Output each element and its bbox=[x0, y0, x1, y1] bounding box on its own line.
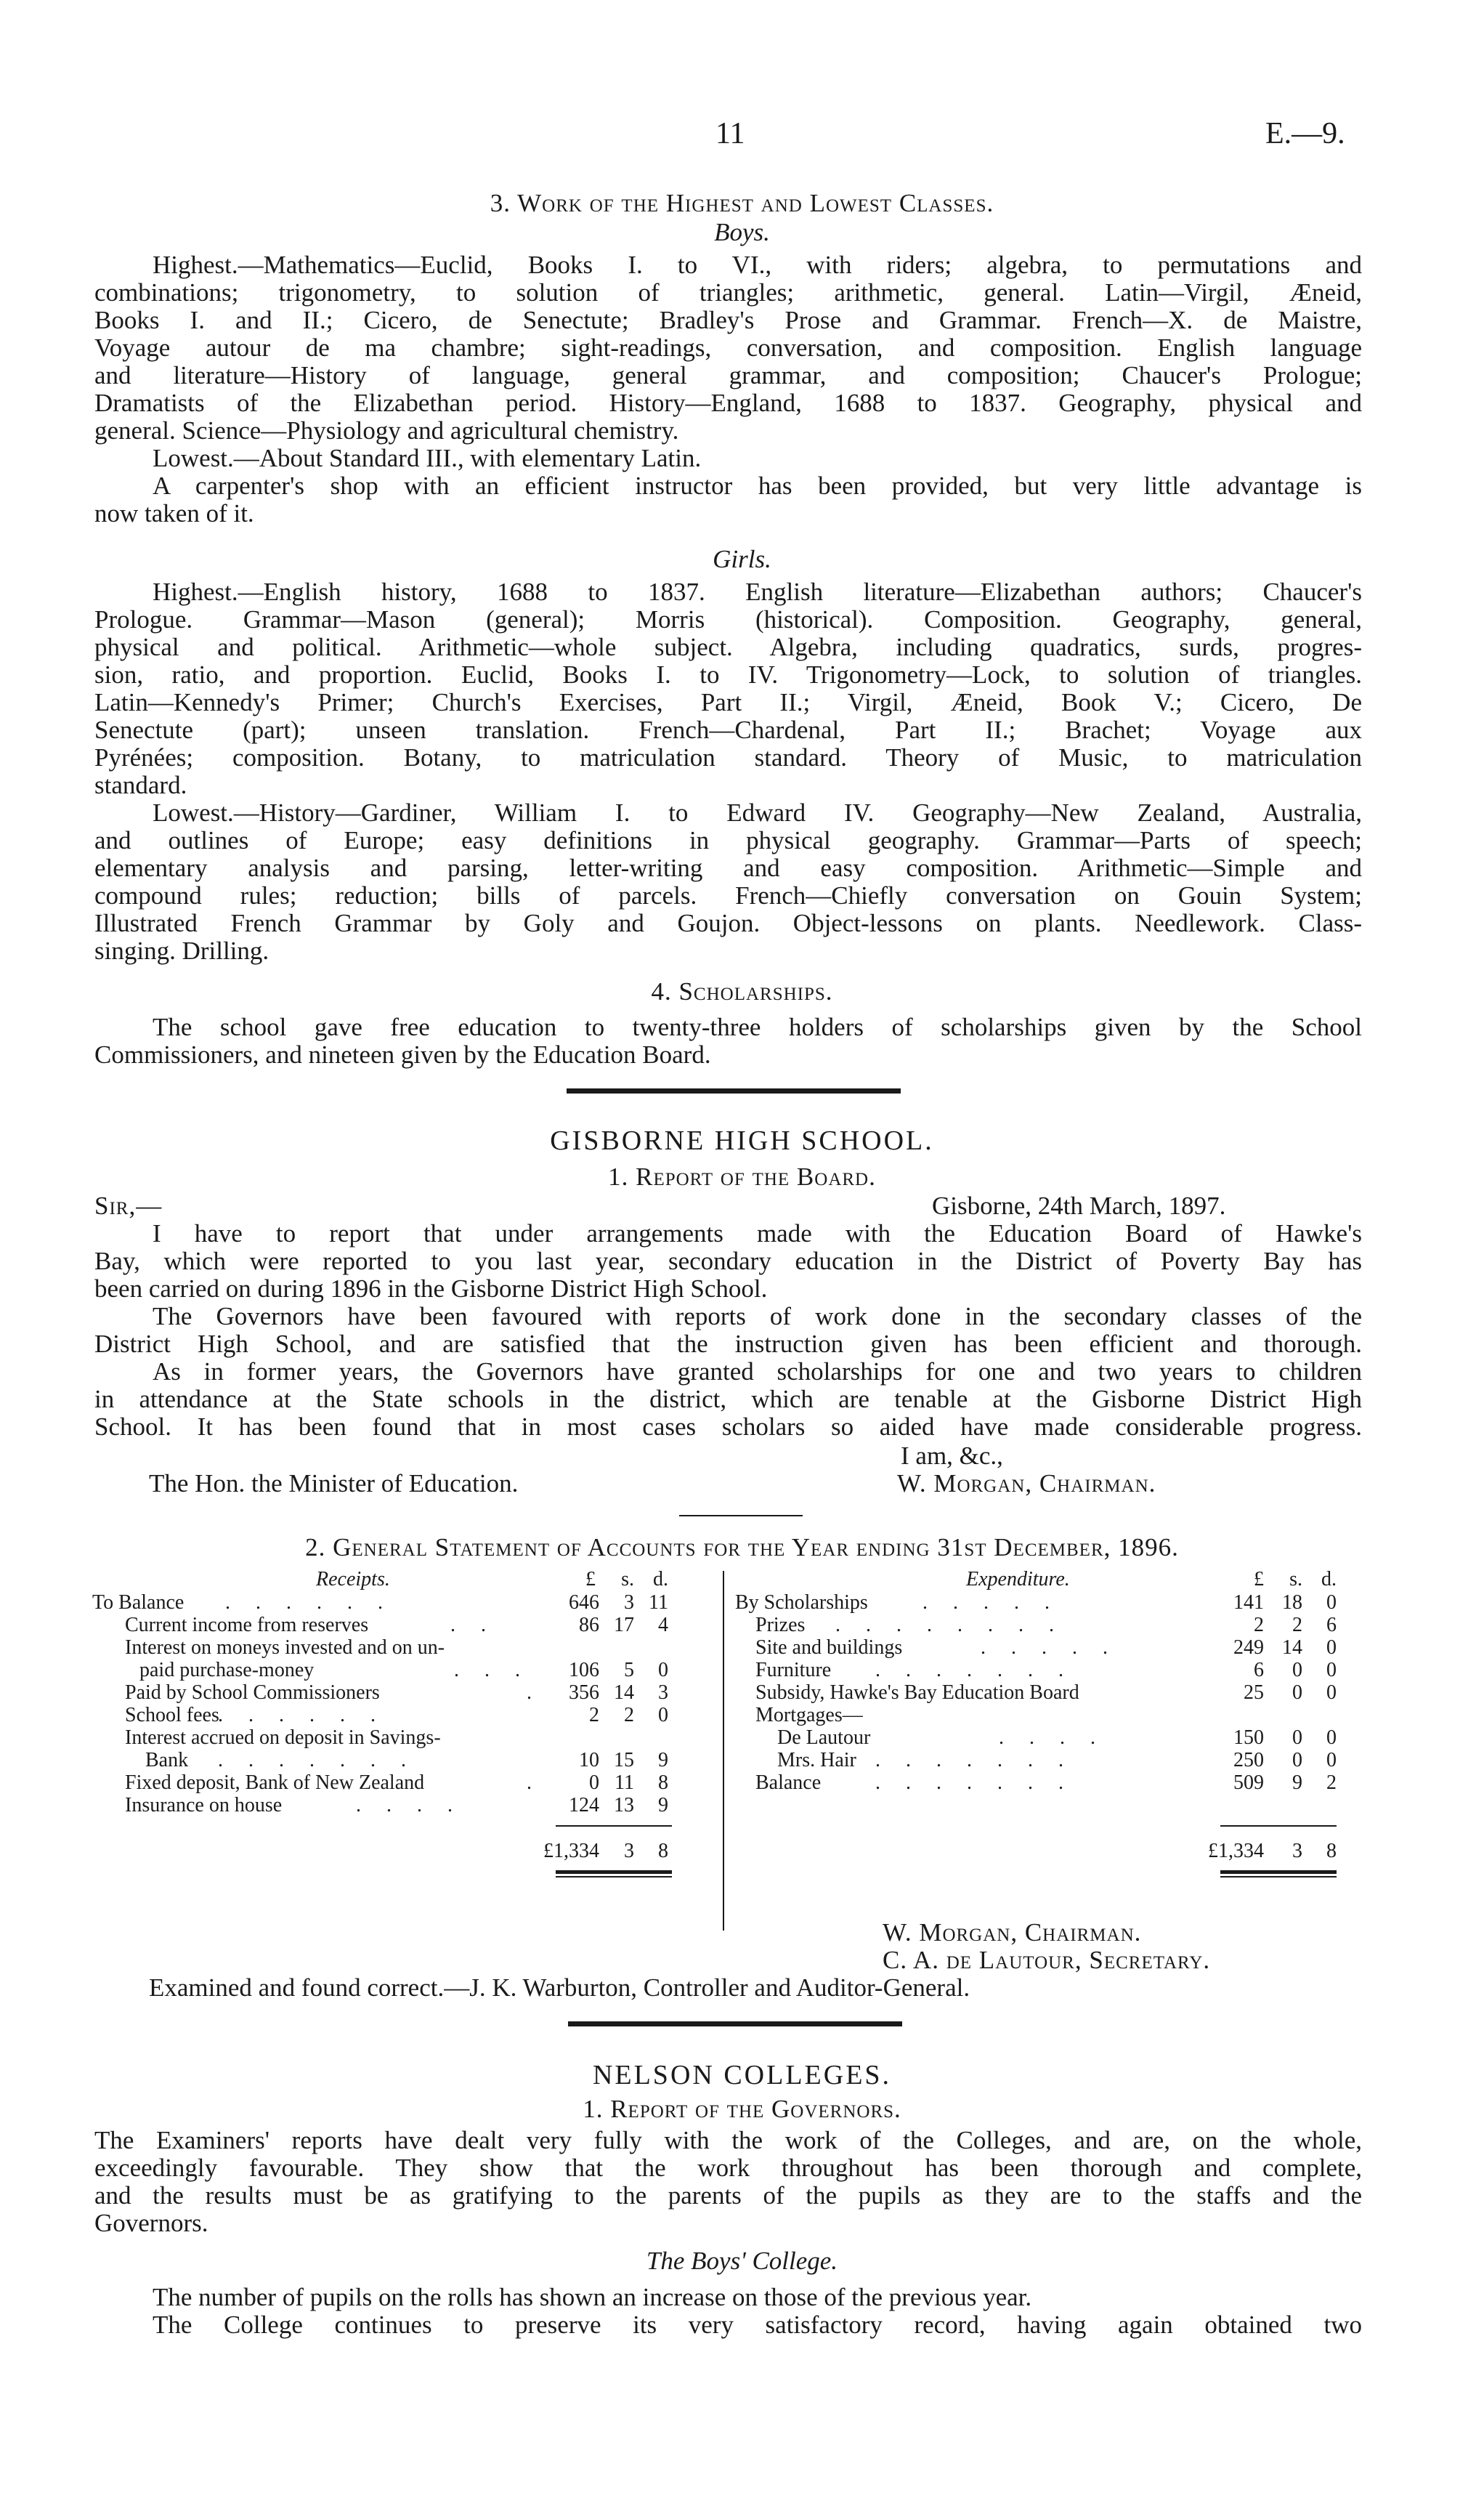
receipt-shillings: 17 bbox=[614, 1614, 634, 1636]
receipt-pounds: 10 bbox=[579, 1749, 599, 1771]
gisborne-line: School. It has been found that in most cases scholars so aided have made considerable progress. bbox=[94, 1412, 1362, 1441]
receipt-shillings: 15 bbox=[614, 1749, 634, 1771]
receipt-label: Paid by School Commissioners bbox=[125, 1681, 380, 1704]
receipt-pounds: 86 bbox=[579, 1614, 599, 1636]
expenditure-pounds: 249 bbox=[1233, 1636, 1264, 1659]
receipt-label: School fees bbox=[125, 1704, 219, 1726]
receipt-label: To Balance bbox=[92, 1591, 185, 1614]
gisborne-line: The Governors have been favoured with reports of work done in the secondary classes of the bbox=[153, 1302, 1362, 1330]
gisborne-line: District High School, and are satisfied that the instruction given has been efficient and thorough. bbox=[94, 1330, 1362, 1358]
leader-dots: . . . . bbox=[999, 1726, 1106, 1749]
nelson-line: and the results must be as gratifying to the parents of the pupils as they are to the staffs and the bbox=[94, 2181, 1362, 2210]
signature: W. Morgan, Chairman. bbox=[897, 1469, 1156, 1497]
expenditure-heading: Expenditure. bbox=[966, 1568, 1070, 1590]
secretary-signature: C. A. de Lautour, Secretary. bbox=[883, 1946, 1211, 1974]
receipt-shillings: 13 bbox=[614, 1794, 634, 1816]
boys-line: Dramatists of the Elizabethan period. History—England, 1688 to 1837. Geography, physical and bbox=[94, 389, 1362, 417]
receipt-label: paid purchase-money bbox=[139, 1659, 315, 1681]
expenditure-pounds: 6 bbox=[1254, 1659, 1264, 1681]
leader-dots: . . . . . . . bbox=[875, 1771, 1074, 1794]
girls-heading: Girls. bbox=[713, 545, 771, 573]
receipt-pence: 9 bbox=[658, 1794, 668, 1816]
expenditure-pence: 0 bbox=[1326, 1681, 1337, 1704]
expenditure-shillings: 18 bbox=[1282, 1591, 1302, 1614]
nelson-line: Governors. bbox=[94, 2209, 208, 2237]
scholarships-line: Commissioners, and nineteen given by the Education Board. bbox=[94, 1040, 711, 1069]
boys-college-heading: The Boys' College. bbox=[646, 2247, 838, 2275]
expenditure-total-pounds: £1,334 bbox=[1208, 1840, 1264, 1862]
girls-line: Illustrated French Grammar by Goly and Goujon. Object-lessons on plants. Needlework. Class- bbox=[94, 909, 1362, 937]
receipt-shillings: 11 bbox=[615, 1771, 634, 1794]
expenditure-pence: 0 bbox=[1326, 1636, 1337, 1659]
receipt-pounds: 0 bbox=[589, 1771, 599, 1794]
receipts-total-pence: 8 bbox=[658, 1840, 668, 1862]
receipts-total-rule bbox=[556, 1825, 672, 1827]
gisborne-report-title: 1. Report of the Board. bbox=[608, 1163, 876, 1191]
girls-line: Highest.—English history, 1688 to 1837. English literature—Elizabethan authors; Chaucer's bbox=[153, 578, 1362, 606]
girls-line: compound rules; reduction; bills of parcels. French—Chiefly conversation on Gouin System; bbox=[94, 881, 1362, 910]
boys-college-line: The College continues to preserve its very satisfactory record, having again obtained two bbox=[153, 2311, 1362, 2339]
expenditure-shillings: 0 bbox=[1292, 1726, 1302, 1749]
expenditure-pounds-header: £ bbox=[1254, 1568, 1264, 1590]
receipt-pence: 11 bbox=[649, 1591, 668, 1614]
gisborne-line: I have to report that under arrangements made with the Education Board of Hawke's bbox=[153, 1219, 1362, 1248]
expenditure-pence: 0 bbox=[1326, 1726, 1337, 1749]
girls-line: physical and political. Arithmetic—whole subject. Algebra, including quadratics, surds, progres- bbox=[94, 633, 1362, 661]
expenditure-shillings: 0 bbox=[1292, 1749, 1302, 1771]
receipts-double-rule bbox=[556, 1870, 672, 1874]
expenditure-pence: 2 bbox=[1326, 1771, 1337, 1794]
salutation: Sir,— bbox=[94, 1192, 163, 1220]
expenditure-pence: 0 bbox=[1326, 1591, 1337, 1614]
receipt-label: Interest accrued on deposit in Savings- bbox=[125, 1726, 441, 1749]
expenditure-shillings: 0 bbox=[1292, 1659, 1302, 1681]
leader-dots: . . . . . . bbox=[218, 1704, 386, 1726]
gisborne-title: GISBORNE HIGH SCHOOL. bbox=[550, 1125, 934, 1156]
girls-line: Senectute (part); unseen translation. French—Chardenal, Part II.; Brachet; Voyage aux bbox=[94, 716, 1362, 744]
receipt-label: Interest on moneys invested and on un- bbox=[125, 1636, 445, 1659]
expenditure-double-rule bbox=[1220, 1876, 1337, 1878]
receipt-pence: 0 bbox=[658, 1704, 668, 1726]
leader-dots: . . . . . . . . bbox=[835, 1614, 1064, 1636]
expenditure-double-rule bbox=[1220, 1870, 1337, 1874]
nelson-title: NELSON COLLEGES. bbox=[592, 2060, 892, 2090]
boys-heading: Boys. bbox=[714, 218, 770, 246]
leader-dots: . . . . . . . bbox=[875, 1659, 1074, 1681]
boys-line: Voyage autour de ma chambre; sight-readings, conversation, and composition. English language bbox=[94, 334, 1362, 362]
scholarships-line: The school gave free education to twenty-three holders of scholarships given by the School bbox=[153, 1013, 1362, 1041]
expenditure-shillings: 9 bbox=[1292, 1771, 1302, 1794]
boys-line: combinations; trigonometry, to solution of triangles; arithmetic, general. Latin—Virgil, Æneid, bbox=[94, 278, 1362, 307]
boys-line: Lowest.—About Standard III., with elementary Latin. bbox=[153, 444, 702, 472]
girls-line: standard. bbox=[94, 771, 187, 799]
short-divider bbox=[679, 1515, 803, 1516]
receipt-label: Insurance on house bbox=[125, 1794, 283, 1816]
receipt-pence: 8 bbox=[658, 1771, 668, 1794]
expenditure-pence: 6 bbox=[1326, 1614, 1337, 1636]
section-divider bbox=[568, 2021, 902, 2026]
leader-dots: . bbox=[527, 1681, 542, 1704]
receipts-pounds-header: £ bbox=[585, 1568, 596, 1590]
boys-line: Highest.—Mathematics—Euclid, Books I. to VI., with riders; algebra, to permutations and bbox=[153, 251, 1362, 279]
girls-line: elementary analysis and parsing, letter-writing and easy composition. Arithmetic—Simple and bbox=[94, 854, 1362, 882]
expenditure-label: Furniture bbox=[755, 1659, 832, 1681]
receipt-pence: 3 bbox=[658, 1681, 668, 1704]
receipt-label: Bank bbox=[145, 1749, 189, 1771]
section-4-title: 4. Scholarships. bbox=[651, 977, 833, 1006]
expenditure-pounds: 150 bbox=[1233, 1726, 1264, 1749]
receipts-total-pounds: £1,334 bbox=[543, 1840, 599, 1862]
receipt-pounds: 106 bbox=[569, 1659, 599, 1681]
expenditure-total-rule bbox=[1220, 1825, 1337, 1827]
girls-line: and outlines of Europe; easy definitions in physical geography. Grammar—Parts of speech; bbox=[94, 826, 1362, 854]
expenditure-label: Prizes bbox=[755, 1614, 806, 1636]
girls-line: Lowest.—History—Gardiner, William I. to Edward IV. Geography—New Zealand, Australia, bbox=[153, 799, 1362, 827]
receipts-total-shillings: 3 bbox=[624, 1840, 634, 1862]
receipt-shillings: 3 bbox=[624, 1591, 634, 1614]
expenditure-shillings: 0 bbox=[1292, 1681, 1302, 1704]
boys-line: Books I. and II.; Cicero, de Senectute; Bradley's Prose and Grammar. French—X. de Maistre, bbox=[94, 306, 1362, 334]
expenditure-label: Site and buildings bbox=[755, 1636, 903, 1659]
receipt-pence: 0 bbox=[658, 1659, 668, 1681]
receipt-label: Current income from reserves bbox=[125, 1614, 369, 1636]
expenditure-pounds: 25 bbox=[1244, 1681, 1264, 1704]
expenditure-label: Subsidy, Hawke's Bay Education Board bbox=[755, 1681, 1079, 1704]
expenditure-pounds: 509 bbox=[1233, 1771, 1264, 1794]
receipt-shillings: 5 bbox=[624, 1659, 634, 1681]
leader-dots: . bbox=[527, 1771, 542, 1794]
boys-line: A carpenter's shop with an efficient instructor has been provided, but very little advantage is bbox=[153, 472, 1362, 500]
expenditure-pence: 0 bbox=[1326, 1659, 1337, 1681]
expenditure-pence: 0 bbox=[1326, 1749, 1337, 1771]
boys-line: general. Science—Physiology and agricultural chemistry. bbox=[94, 416, 679, 445]
expenditure-pounds: 2 bbox=[1254, 1614, 1264, 1636]
leader-dots: . . . . bbox=[356, 1794, 463, 1816]
receipt-pounds: 2 bbox=[589, 1704, 599, 1726]
closing: I am, &c., bbox=[901, 1442, 1003, 1470]
place-date: Gisborne, 24th March, 1897. bbox=[932, 1192, 1226, 1220]
nelson-line: The Examiners' reports have dealt very fully with the work of the Colleges, and are, on the whole, bbox=[94, 2126, 1362, 2154]
receipts-double-rule bbox=[556, 1876, 672, 1878]
receipts-pence-header: d. bbox=[653, 1568, 668, 1590]
addressee: The Hon. the Minister of Education. bbox=[149, 1469, 519, 1497]
expenditure-label: By Scholarships bbox=[735, 1591, 868, 1614]
expenditure-total-pence: 8 bbox=[1326, 1840, 1337, 1862]
gisborne-line: As in former years, the Governors have granted scholarships for one and two years to children bbox=[153, 1357, 1362, 1386]
expenditure-shillings-header: s. bbox=[1289, 1568, 1302, 1590]
expenditure-label: De Lautour bbox=[777, 1726, 871, 1749]
expenditure-pounds: 250 bbox=[1233, 1749, 1264, 1771]
expenditure-shillings: 2 bbox=[1292, 1614, 1302, 1636]
girls-line: Pyrénées; composition. Botany, to matriculation standard. Theory of Music, to matriculation bbox=[94, 743, 1362, 772]
receipt-shillings: 2 bbox=[624, 1704, 634, 1726]
girls-line: singing. Drilling. bbox=[94, 937, 269, 965]
receipt-pounds: 356 bbox=[569, 1681, 599, 1704]
audit-note: Examined and found correct.—J. K. Warburton, Controller and Auditor-General. bbox=[149, 1973, 970, 2002]
expenditure-label: Balance bbox=[755, 1771, 822, 1794]
nelson-line: exceedingly favourable. They show that the work throughout has been thorough and complete, bbox=[94, 2154, 1362, 2182]
expenditure-total-shillings: 3 bbox=[1292, 1840, 1302, 1862]
page-number: 11 bbox=[715, 117, 745, 150]
boys-college-line: The number of pupils on the rolls has shown an increase on those of the previous year. bbox=[153, 2283, 1032, 2311]
leader-dots: . . . . . bbox=[981, 1636, 1118, 1659]
section-divider bbox=[567, 1088, 901, 1094]
expenditure-shillings: 14 bbox=[1282, 1636, 1302, 1659]
receipt-pence: 4 bbox=[658, 1614, 668, 1636]
accounts-title: 2. General Statement of Accounts for the Year ending 31st December, 1896. bbox=[305, 1533, 1179, 1561]
expenditure-pounds: 141 bbox=[1233, 1591, 1264, 1614]
gisborne-line: been carried on during 1896 in the Gisborne District High School. bbox=[94, 1274, 768, 1303]
section-3-title: 3. Work of the Highest and Lowest Classes. bbox=[490, 189, 994, 217]
leader-dots: . . . . . . . bbox=[218, 1749, 416, 1771]
expenditure-pence-header: d. bbox=[1321, 1568, 1337, 1590]
girls-line: Latin—Kennedy's Primer; Church's Exercises, Part II.; Virgil, Æneid, Book V.; Cicero, De bbox=[94, 688, 1362, 716]
receipt-pounds: 646 bbox=[569, 1591, 599, 1614]
receipts-heading: Receipts. bbox=[316, 1568, 390, 1590]
gisborne-line: Bay, which were reported to you last year, secondary education in the District of Poverty Bay has bbox=[94, 1247, 1362, 1275]
leader-dots: . . . . . bbox=[923, 1591, 1060, 1614]
expenditure-label: Mortgages— bbox=[755, 1704, 863, 1726]
girls-line: Prologue. Grammar—Mason (general); Morris (historical). Composition. Geography, general, bbox=[94, 605, 1362, 634]
boys-line: now taken of it. bbox=[94, 499, 254, 528]
receipt-pounds: 124 bbox=[569, 1794, 599, 1816]
receipt-label: Fixed deposit, Bank of New Zealand bbox=[125, 1771, 425, 1794]
receipt-pence: 9 bbox=[658, 1749, 668, 1771]
chairman-signature: W. Morgan, Chairman. bbox=[883, 1918, 1142, 1947]
leader-dots: . . . . . . . bbox=[875, 1749, 1074, 1771]
document-reference: E.—9. bbox=[1265, 117, 1345, 150]
nelson-report-title: 1. Report of the Governors. bbox=[583, 2095, 901, 2123]
receipts-shillings-header: s. bbox=[621, 1568, 634, 1590]
accounts-column-divider bbox=[723, 1571, 724, 1931]
girls-line: sion, ratio, and proportion. Euclid, Books I. to IV. Trigonometry—Lock, to solution of triangles. bbox=[94, 660, 1362, 689]
leader-dots: . . . bbox=[454, 1659, 530, 1681]
leader-dots: . . bbox=[450, 1614, 496, 1636]
receipt-shillings: 14 bbox=[614, 1681, 634, 1704]
boys-line: and literature—History of language, general grammar, and composition; Chaucer's Prologue; bbox=[94, 361, 1362, 389]
gisborne-line: in attendance at the State schools in the district, which are tenable at the Gisborne District High bbox=[94, 1385, 1362, 1413]
expenditure-label: Mrs. Hair bbox=[777, 1749, 856, 1771]
leader-dots: . . . . . . bbox=[225, 1591, 393, 1614]
